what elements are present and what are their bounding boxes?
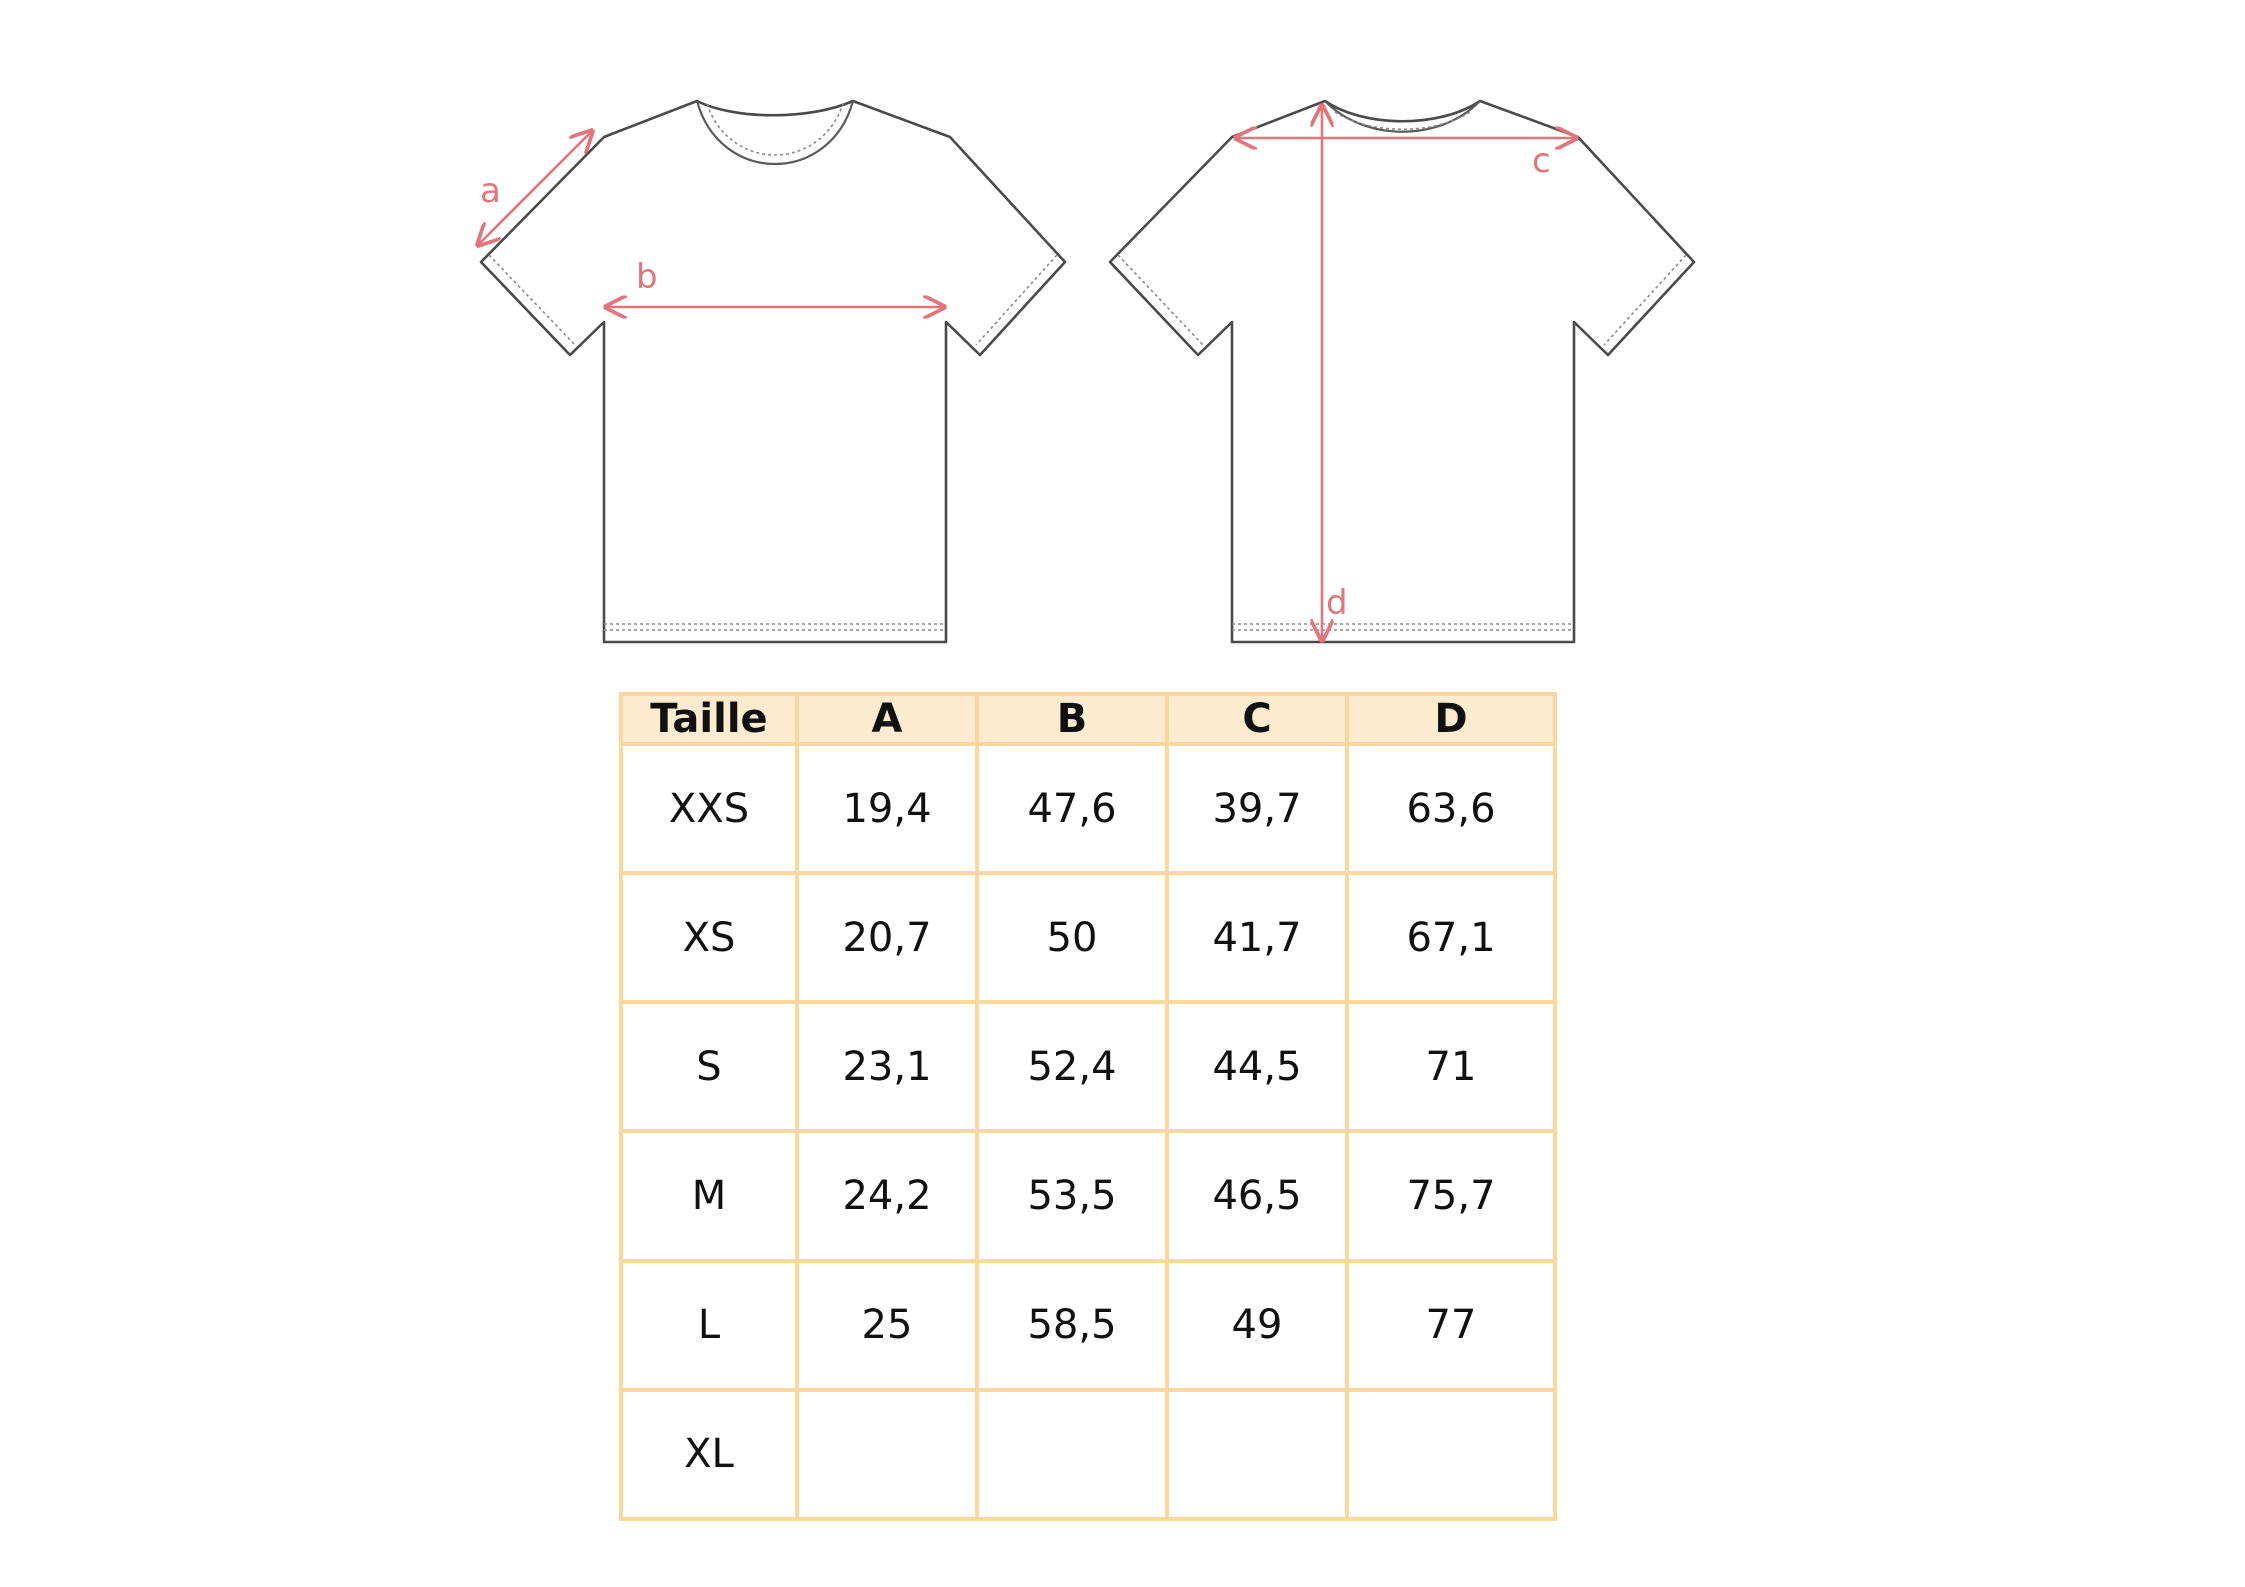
tshirt-front <box>478 101 1065 642</box>
table-row <box>621 1390 1555 1519</box>
measure-label-a: a <box>480 171 501 211</box>
header-a: A <box>797 694 977 744</box>
size-cell: XS <box>621 873 797 1002</box>
value-cell-b: 47,6 <box>977 744 1167 873</box>
header-b: B <box>977 694 1167 744</box>
table-row <box>621 873 1555 1002</box>
value-cell-b: 52,4 <box>977 1002 1167 1131</box>
size-cell: XXS <box>621 744 797 873</box>
table-row <box>621 1131 1555 1260</box>
value-cell-c <box>1167 1390 1347 1519</box>
header-d: D <box>1347 694 1555 744</box>
table-row <box>621 744 1555 873</box>
value-cell-d: 63,6 <box>1347 744 1555 873</box>
size-cell: S <box>621 1002 797 1131</box>
value-cell-c: 49 <box>1167 1261 1347 1390</box>
value-cell-c: 41,7 <box>1167 873 1347 1002</box>
value-cell-c: 44,5 <box>1167 1002 1347 1131</box>
value-cell-d: 77 <box>1347 1261 1555 1390</box>
tshirt-back <box>1110 101 1694 642</box>
value-cell-a <box>797 1390 977 1519</box>
size-cell: XL <box>621 1390 797 1519</box>
table-row <box>621 1002 1555 1131</box>
value-cell-d <box>1347 1390 1555 1519</box>
value-cell-b: 53,5 <box>977 1131 1167 1260</box>
value-cell-b: 50 <box>977 873 1167 1002</box>
table-header-row <box>621 694 1555 744</box>
header-size: Taille <box>621 694 797 744</box>
value-cell-c: 39,7 <box>1167 744 1347 873</box>
size-chart-table <box>619 692 1557 1521</box>
value-cell-b <box>977 1390 1167 1519</box>
value-cell-d: 67,1 <box>1347 873 1555 1002</box>
tshirt-measurement-diagram <box>0 0 2245 680</box>
value-cell-a: 20,7 <box>797 873 977 1002</box>
value-cell-c: 46,5 <box>1167 1131 1347 1260</box>
table-row <box>621 1261 1555 1390</box>
measure-label-c: c <box>1532 141 1551 181</box>
measure-label-d: d <box>1326 583 1348 623</box>
size-cell: L <box>621 1261 797 1390</box>
value-cell-d: 71 <box>1347 1002 1555 1131</box>
header-c: C <box>1167 694 1347 744</box>
value-cell-d: 75,7 <box>1347 1131 1555 1260</box>
value-cell-a: 23,1 <box>797 1002 977 1131</box>
value-cell-a: 24,2 <box>797 1131 977 1260</box>
size-cell: M <box>621 1131 797 1260</box>
value-cell-a: 25 <box>797 1261 977 1390</box>
measure-label-b: b <box>636 257 658 297</box>
value-cell-b: 58,5 <box>977 1261 1167 1390</box>
value-cell-a: 19,4 <box>797 744 977 873</box>
